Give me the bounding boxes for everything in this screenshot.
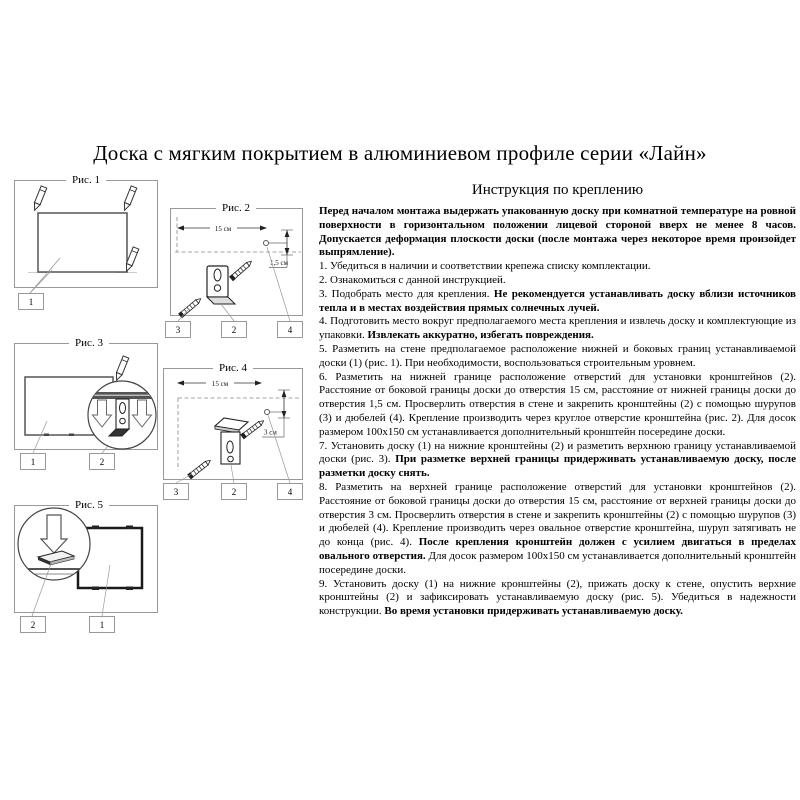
board-rect <box>38 213 127 272</box>
callout-label-board: 1 <box>20 453 46 470</box>
callout-label-dowel: 4 <box>277 321 303 338</box>
dimension-label: 15 см <box>214 225 232 233</box>
dimension-label: 1,5 см <box>270 259 289 267</box>
screw-icon <box>187 458 212 479</box>
leader-line <box>268 415 290 483</box>
figure-1 <box>14 174 158 324</box>
callout-label-bracket: 2 <box>221 321 247 338</box>
callout-label-screw: 3 <box>165 321 191 338</box>
instruction-paragraph: 3. Подобрать место для крепления. Не рекомендуется устанавливать доску вблизи источников тепла и в местах воздействия прямых солнечных лучей. <box>319 287 796 314</box>
figure-title: Рис. 2 <box>216 202 256 214</box>
hole-mark <box>264 241 269 246</box>
pencil-icon <box>114 356 129 381</box>
leader-line <box>231 465 234 483</box>
figure-3 <box>14 337 164 477</box>
instructions-heading: Инструкция по креплению <box>471 182 644 198</box>
instruction-paragraph: 8. Разметить на верхней границе расположение отверстий для установки кронштейнов (2). Расстояние от боковой границы доски до отверстия 15 см, расстояние от верхней границы доски до отверстия 3 см. Просверлить отверстия в стене и закрепить кронштейны (2) с помощью шурупов (3) и дюбелей (4). Крепление производить через овальное отверстие кронштейна, шуруп затягивать не до конца (рис. 4). После крепления кронштейн должен с усилием двигаться в пределах овального отверстия. Для досок размером 100х150 см устанавливается дополнительный кронштейн посередине доски. <box>319 480 796 576</box>
pencil-icon <box>122 186 137 211</box>
figure-title: Рис. 5 <box>69 499 109 511</box>
dimension-arrow-horizontal <box>177 380 262 388</box>
figure-title: Рис. 4 <box>213 362 253 374</box>
figure-2 <box>165 202 307 340</box>
dimension-arrow-horizontal <box>177 225 267 233</box>
callout-label-board: 1 <box>18 293 44 310</box>
magnifier-circle <box>88 381 156 449</box>
pencil-icon <box>32 186 47 211</box>
dimension-label: 3 см <box>264 428 277 437</box>
figure-title: Рис. 1 <box>66 174 106 186</box>
instruction-paragraph: 7. Установить доску (1) на нижние кронштейны (2) и разметить верхнюю границу устанавливаемой доски (рис. 3). При разметке верхней границы придерживать устанавливаемую доску, после разметки доску снять. <box>319 439 796 480</box>
hole-mark <box>265 410 270 415</box>
figure-title: Рис. 3 <box>69 337 109 349</box>
leader-line <box>221 304 234 321</box>
callout-label-bracket: 2 <box>89 453 115 470</box>
figure-5 <box>14 499 164 639</box>
instruction-paragraph: 1. Убедиться в наличии и соответствии крепежа списку комплектации. <box>319 260 651 273</box>
instructions-column <box>319 182 796 619</box>
dimension-arrow-vertical <box>269 230 293 268</box>
figure-4 <box>158 362 308 504</box>
dowel-icon <box>229 259 253 281</box>
callout-label-bracket: 2 <box>20 616 46 633</box>
instruction-paragraph: 6. Разметить на нижней границе расположение отверстий для установки кронштейнов (2). Расстояние от боковой границы доски до отверстия 15 см, расстояние от нижней границы доски до отверстия 1,5 см. Просверлить отверстия в стене и закрепить кронштейны (2) с помощью шурупов (3) и дюбелей (4). Крепление производить через круглое отверстие кронштейна (рис. 2). Для досок размером 100х150 см устанавливается дополнительный кронштейн посередине доски. <box>319 370 796 438</box>
instructions-body <box>319 205 796 619</box>
page-title: Доска с мягким покрытием в алюминиевом профиле серии «Лайн» <box>93 141 707 165</box>
dimension-label: 15 см <box>211 380 229 388</box>
instruction-paragraph: 4. Подготовить место вокруг предполагаемого места крепления и извлечь доску и комплектующие из упаковки. Извлекать аккуратно, избегать повреждения. <box>319 315 796 342</box>
instruction-paragraph: 2. Ознакомиться с данной инструкцией. <box>319 273 506 286</box>
callout-label-screw: 3 <box>163 483 189 500</box>
bracket-icon <box>207 266 235 304</box>
instruction-paragraph: 5. Разметить на стене предполагаемое расположение нижней и боковых границ устанавливаемой доски (1) (рис. 1). При необходимости, воспользоваться строительным уровнем. <box>319 342 796 369</box>
bracket-icon <box>215 418 248 464</box>
leader-line <box>30 270 52 293</box>
instruction-paragraph: Перед началом монтажа выдержать упакованную доску при комнатной температуре на ровной поверхности в горизонтальном положении лицевой стороной вверх не менее 8 часов. Допускается деформация плоскости доски (после монтажа через некоторое время произойдет выпрямление). <box>319 205 796 259</box>
figure-2-drawing <box>165 202 307 340</box>
callout-label-board: 1 <box>89 616 115 633</box>
instruction-paragraph: 9. Установить доску (1) на нижние кронштейны (2), прижать доску к стене, опустить верхние кронштейны (2) и зафиксировать устанавливаемую доску (рис. 5). Убедиться в надежности конструкции. Во время установки придерживать устанавливаемую доску. <box>319 577 796 618</box>
leader-line <box>176 474 192 483</box>
callout-label-dowel: 4 <box>277 483 303 500</box>
magnifier-circle <box>18 508 90 580</box>
callout-label-bracket: 2 <box>221 483 247 500</box>
